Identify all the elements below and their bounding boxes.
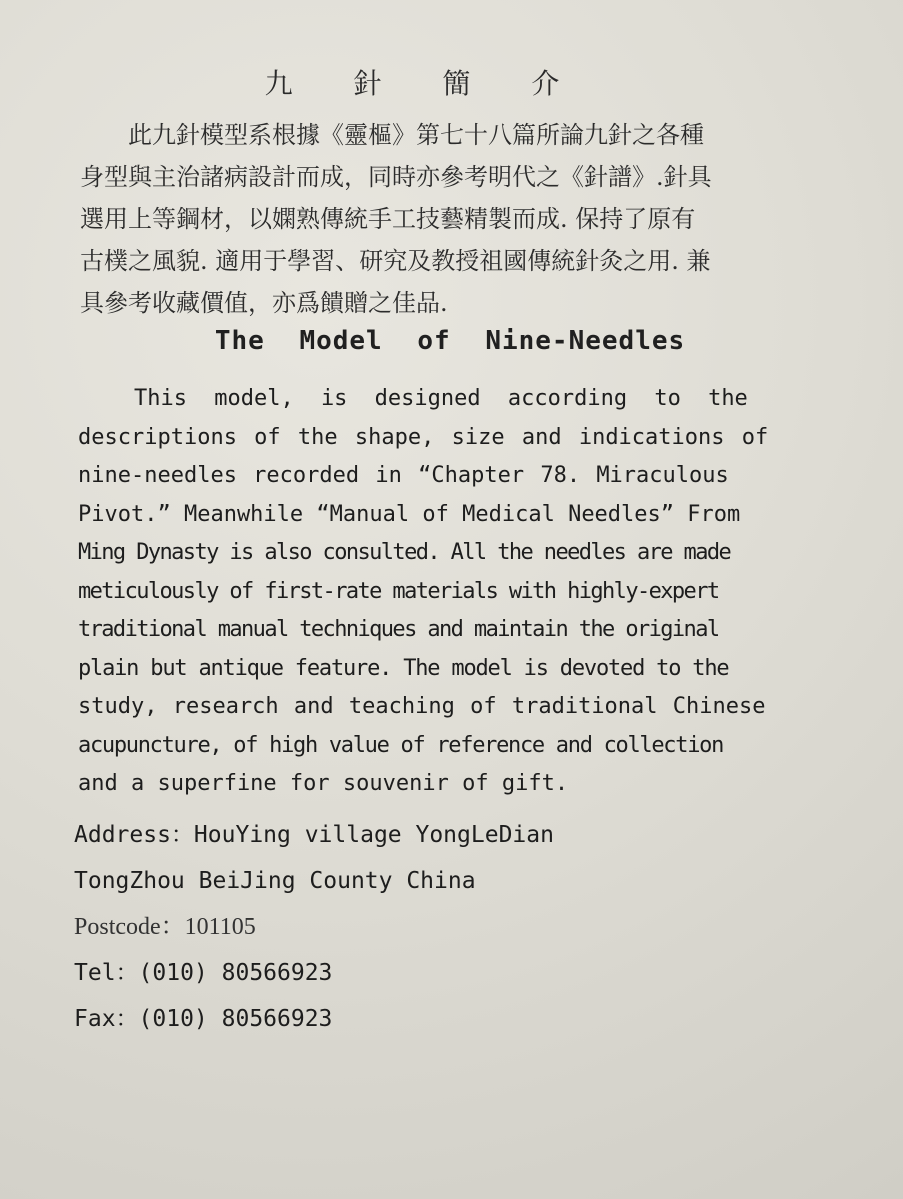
english-line: traditional manual techniques and maintain the original bbox=[78, 617, 719, 642]
english-line: Ming Dynasty is also consulted. All the needles are made bbox=[78, 540, 731, 565]
chinese-line: 身型與主治諸病設計而成，同時亦參考明代之《針譜》.針具 bbox=[80, 163, 712, 191]
english-line: This model, is designed according to the bbox=[134, 386, 748, 411]
english-title: The Model of Nine-Needles bbox=[214, 326, 686, 356]
postcode: Postcode：101105 bbox=[74, 914, 256, 940]
chinese-paragraph bbox=[80, 114, 780, 324]
english-line: nine-needles recorded in “Chapter 78. Miraculous bbox=[78, 463, 729, 488]
chinese-line: 古樸之風貌. 適用于學習、研究及教授祖國傳統針灸之用. 兼 bbox=[80, 247, 711, 275]
telephone: Tel：(010) 80566923 bbox=[74, 960, 333, 986]
address-line-2: TongZhou BeiJing County China bbox=[74, 868, 476, 894]
english-line: Pivot.” Meanwhile “Manual of Medical Needles” From bbox=[78, 501, 741, 527]
chinese-line: 選用上等鋼材，以嫻熟傳統手工技藝精製而成. 保持了原有 bbox=[80, 205, 696, 233]
address-line-1: Address：HouYing village YongLeDian bbox=[74, 822, 554, 848]
english-line: plain but antique feature. The model is devoted to the bbox=[78, 655, 729, 681]
english-line: descriptions of the shape, size and indications of bbox=[78, 424, 769, 450]
english-paragraph bbox=[78, 380, 803, 804]
chinese-title: 九 針 簡 介 bbox=[264, 67, 586, 100]
fax: Fax：(010) 80566923 bbox=[74, 1006, 333, 1032]
english-line: meticulously of first-rate materials with highly-expert bbox=[78, 578, 719, 604]
english-line: acupuncture, of high value of reference and collection bbox=[78, 732, 724, 758]
chinese-line: 具參考收藏價值，亦爲饋贈之佳品. bbox=[80, 289, 448, 317]
english-line: and a superfine for souvenir of gift. bbox=[78, 771, 569, 796]
english-line: study, research and teaching of traditional Chinese bbox=[78, 694, 766, 719]
chinese-line: 此九針模型系根據《靈樞》第七十八篇所論九針之各種 bbox=[128, 121, 704, 149]
contact-block bbox=[74, 812, 554, 1042]
